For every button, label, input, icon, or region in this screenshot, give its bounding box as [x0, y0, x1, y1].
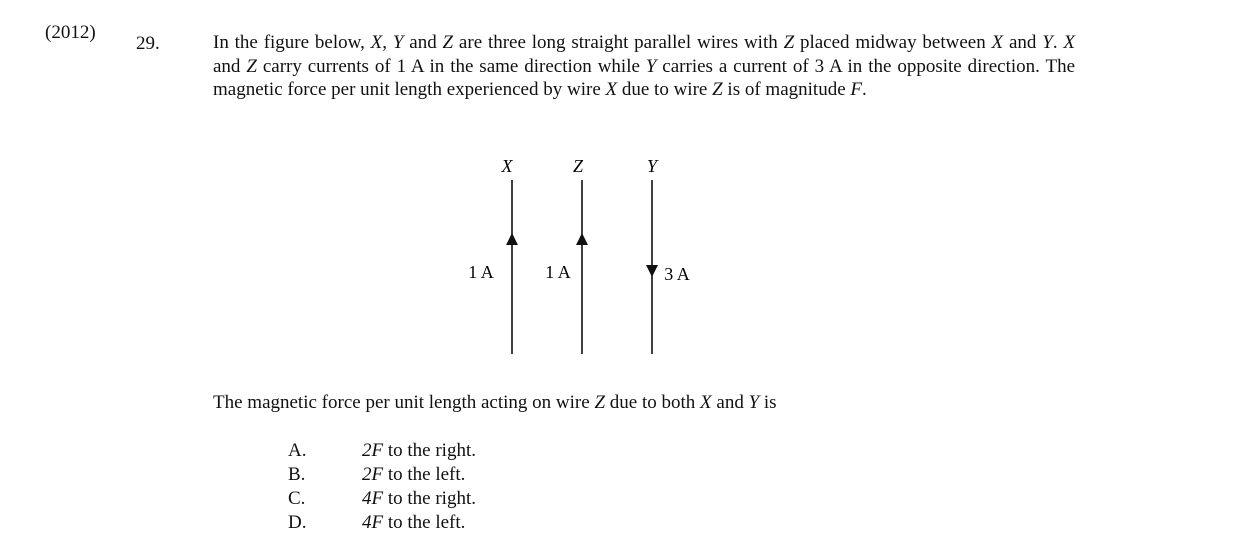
- stem-text: are three long straight parallel wires with: [453, 32, 784, 53]
- option-a-magnitude: 2F: [362, 440, 384, 461]
- stem-text: .: [861, 79, 867, 100]
- prompt-var: Z: [594, 392, 606, 413]
- option-a-text: to the right.: [383, 440, 476, 461]
- option-c-text: to the right.: [383, 488, 476, 509]
- stem-text: In the figure below,: [213, 32, 371, 53]
- stem-var: Z: [246, 55, 257, 77]
- wire-x-current: 1 A: [468, 262, 494, 282]
- stem-text: ,: [382, 32, 393, 53]
- stem-var: Z: [442, 32, 454, 53]
- option-a-letter: A.: [288, 440, 307, 461]
- option-c[interactable]: [362, 488, 476, 510]
- prompt-var: X: [700, 392, 712, 413]
- stem-var: Z: [712, 79, 723, 100]
- stem-var: Y: [645, 55, 657, 77]
- wire-z-arrow-up-icon: [576, 233, 588, 245]
- prompt-var: Y: [748, 392, 760, 413]
- stem-text: carries a current of 3 A in the opposite direction. The magnetic force per unit length experienced by wire: [213, 55, 1075, 100]
- wire-z-current: 1 A: [545, 262, 571, 282]
- stem-var: Z: [783, 32, 795, 53]
- prompt-text: due to both: [605, 392, 701, 413]
- prompt-text: The magnetic force per unit length acting on wire: [213, 392, 595, 413]
- wire-z-label: Z: [572, 156, 584, 176]
- stem-text: due to wire: [617, 79, 713, 100]
- stem-var: Y: [1042, 32, 1053, 53]
- question-number: 29.: [136, 33, 160, 54]
- wire-y-arrow-down-icon: [646, 265, 658, 277]
- year-label: (2012): [45, 22, 96, 43]
- option-b-letter: B.: [288, 464, 306, 485]
- wire-y-current: 3 A: [664, 264, 690, 284]
- option-d[interactable]: [362, 512, 465, 534]
- wire-x-label: X: [501, 156, 513, 176]
- stem-var: X: [1063, 32, 1076, 53]
- stem-var: X: [370, 32, 383, 53]
- stem-var: X: [605, 79, 618, 100]
- question-stem: [213, 31, 1075, 102]
- prompt-text: and: [711, 392, 749, 413]
- stem-text: carry currents of 1 A in the same direction while: [256, 55, 646, 77]
- option-c-letter: C.: [288, 488, 306, 509]
- wire-y-label: Y: [646, 156, 658, 176]
- stem-var: Y: [392, 32, 404, 53]
- question-prompt: [213, 392, 777, 414]
- stem-var: X: [991, 32, 1004, 53]
- stem-text: .: [1052, 32, 1064, 53]
- wire-figure: [440, 150, 720, 365]
- stem-text: placed midway between: [794, 32, 992, 53]
- stem-var: F: [850, 79, 862, 100]
- option-b-magnitude: 2F: [362, 464, 384, 485]
- wire-x-arrow-up-icon: [506, 233, 518, 245]
- option-d-letter: D.: [288, 512, 307, 533]
- stem-text: is of magnitude: [722, 79, 851, 100]
- stem-text: and: [403, 32, 443, 53]
- option-b-text: to the left.: [383, 464, 466, 485]
- option-a[interactable]: [362, 440, 476, 462]
- option-c-magnitude: 4F: [362, 488, 384, 509]
- stem-text: and: [213, 55, 247, 77]
- prompt-text: is: [759, 392, 777, 413]
- option-b[interactable]: [362, 464, 465, 486]
- option-d-text: to the left.: [383, 512, 466, 533]
- option-d-magnitude: 4F: [362, 512, 384, 533]
- stem-text: and: [1003, 32, 1043, 53]
